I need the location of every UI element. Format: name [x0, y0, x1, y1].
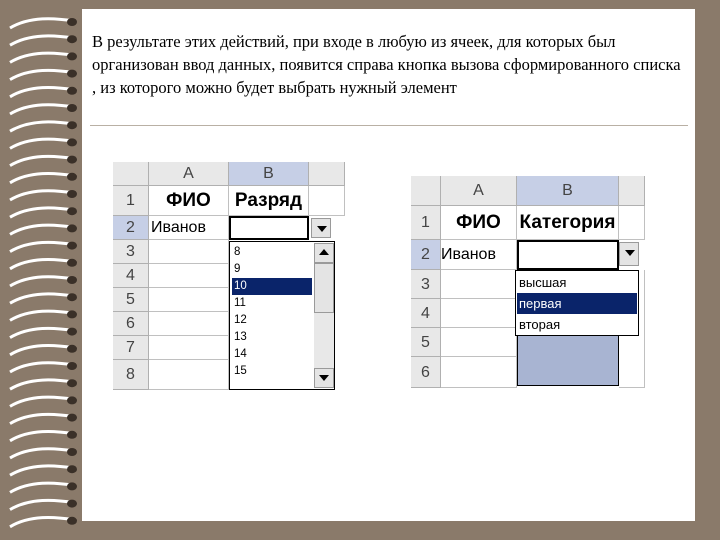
spiral-ring	[10, 328, 74, 337]
divider-line	[90, 125, 688, 126]
row-header-1[interactable]: 1	[113, 186, 149, 216]
corner-header[interactable]	[411, 176, 441, 206]
spiral-hole	[67, 482, 77, 490]
spiral-ring	[10, 70, 74, 79]
column-header-c[interactable]	[619, 176, 645, 206]
cell-a4[interactable]	[149, 264, 229, 288]
spreadsheet-example-1	[113, 162, 345, 394]
scroll-down-icon[interactable]	[314, 368, 334, 388]
list-item[interactable]: 11	[234, 297, 246, 309]
spreadsheet-example-2	[411, 176, 645, 388]
spiral-hole	[67, 396, 77, 404]
row-header-3[interactable]: 3	[411, 270, 441, 299]
spiral-hole	[67, 379, 77, 387]
spiral-hole	[67, 500, 77, 508]
column-header-b[interactable]: B	[229, 162, 309, 186]
spiral-hole	[67, 52, 77, 60]
spiral-ring	[10, 156, 74, 165]
spiral-hole	[67, 362, 77, 370]
row-header-2[interactable]: 2	[411, 240, 441, 270]
list-item[interactable]: высшая	[519, 275, 567, 290]
spiral-hole	[67, 173, 77, 181]
cell-b2-active[interactable]	[229, 216, 309, 240]
row-header-4[interactable]: 4	[411, 299, 441, 328]
spiral-hole	[67, 465, 77, 473]
spiral-hole	[67, 104, 77, 112]
spiral-ring	[10, 174, 74, 183]
spiral-ring	[10, 53, 74, 62]
cell-a3[interactable]	[441, 270, 517, 299]
spiral-hole	[67, 70, 77, 78]
cell-a5[interactable]	[149, 288, 229, 312]
list-item[interactable]: 12	[234, 314, 247, 326]
spiral-ring	[10, 191, 74, 200]
column-header-c[interactable]	[309, 162, 345, 186]
spiral-ring	[10, 483, 74, 492]
row-header-5[interactable]: 5	[411, 328, 441, 357]
spiral-ring	[10, 139, 74, 148]
spiral-ring	[10, 414, 74, 423]
list-item[interactable]: 13	[234, 331, 247, 343]
row-header-7[interactable]: 7	[113, 336, 149, 360]
cell-c1[interactable]	[309, 186, 345, 216]
cell-b1[interactable]: Категория	[517, 206, 619, 240]
spiral-hole	[67, 87, 77, 95]
spiral-hole	[67, 414, 77, 422]
cell-c1[interactable]	[619, 206, 645, 240]
spiral-ring	[10, 432, 74, 441]
spiral-ring	[10, 225, 74, 234]
spiral-hole	[67, 18, 77, 26]
column-header-a[interactable]: A	[149, 162, 229, 186]
column-header-b[interactable]: B	[517, 176, 619, 206]
row-header-6[interactable]: 6	[113, 312, 149, 336]
scrollbar-thumb[interactable]	[314, 263, 334, 313]
dropdown-arrow-icon[interactable]	[619, 242, 639, 266]
dropdown-list[interactable]	[515, 270, 639, 336]
spiral-ring	[10, 311, 74, 320]
cell-a6[interactable]	[441, 357, 517, 388]
row-header-3[interactable]: 3	[113, 240, 149, 264]
spiral-ring	[10, 105, 74, 114]
cell-a6[interactable]	[149, 312, 229, 336]
spiral-hole	[67, 121, 77, 129]
spiral-hole	[67, 224, 77, 232]
spiral-ring	[10, 449, 74, 458]
scroll-up-icon[interactable]	[314, 243, 334, 263]
cell-b1[interactable]: Разряд	[229, 186, 309, 216]
spiral-ring	[10, 346, 74, 355]
spiral-hole	[67, 138, 77, 146]
cell-a5[interactable]	[441, 328, 517, 357]
list-item[interactable]: вторая	[519, 317, 561, 332]
cell-b2-active[interactable]	[517, 240, 619, 270]
row-header-2[interactable]: 2	[113, 216, 149, 240]
spiral-hole	[67, 293, 77, 301]
column-header-a[interactable]: A	[441, 176, 517, 206]
spiral-hole	[67, 310, 77, 318]
spiral-hole	[67, 345, 77, 353]
spiral-hole	[67, 242, 77, 250]
list-item[interactable]: 15	[234, 365, 247, 377]
spiral-ring	[10, 36, 74, 45]
spiral-ring	[10, 88, 74, 97]
cell-a2[interactable]: Иванов	[441, 240, 517, 270]
spiral-hole	[67, 259, 77, 267]
spiral-ring	[10, 242, 74, 251]
row-header-8[interactable]: 8	[113, 360, 149, 390]
row-header-5[interactable]: 5	[113, 288, 149, 312]
row-header-4[interactable]: 4	[113, 264, 149, 288]
cell-a1[interactable]: ФИО	[149, 186, 229, 216]
spiral-binding-icon	[0, 0, 88, 540]
spiral-ring	[10, 380, 74, 389]
cell-a3[interactable]	[149, 240, 229, 264]
list-item-selected[interactable]: 10	[232, 278, 312, 295]
dropdown-list[interactable]	[229, 241, 335, 390]
spiral-ring	[10, 260, 74, 269]
slide-description: В результате этих действий, при входе в любую из ячеек, для которых был организован ввод данных, появится справа кнопка вызова сформированного списка , из которого можно будет выбрать нужный элемент	[92, 32, 681, 97]
spiral-hole	[67, 328, 77, 336]
cell-a7[interactable]	[149, 336, 229, 360]
spiral-hole	[67, 35, 77, 43]
cell-a1[interactable]: ФИО	[441, 206, 517, 240]
spiral-hole	[67, 190, 77, 198]
spiral-ring	[10, 277, 74, 286]
cell-a2[interactable]: Иванов	[149, 216, 229, 240]
spiral-ring	[10, 500, 74, 509]
dropdown-arrow-icon[interactable]	[311, 218, 331, 238]
list-item-selected[interactable]: первая	[517, 293, 637, 314]
spiral-ring	[10, 397, 74, 406]
spiral-hole	[67, 431, 77, 439]
list-item[interactable]: 9	[234, 263, 241, 275]
corner-header[interactable]	[113, 162, 149, 186]
spiral-ring	[10, 19, 74, 28]
spiral-hole	[67, 207, 77, 215]
scrollbar[interactable]	[314, 243, 334, 388]
spiral-ring	[10, 122, 74, 131]
spiral-hole	[67, 156, 77, 164]
cell-a4[interactable]	[441, 299, 517, 328]
list-item[interactable]: 8	[234, 246, 241, 258]
spiral-ring	[10, 294, 74, 303]
list-item[interactable]: 14	[234, 348, 247, 360]
spiral-hole	[67, 276, 77, 284]
spiral-hole	[67, 517, 77, 525]
row-header-6[interactable]: 6	[411, 357, 441, 388]
spiral-ring	[10, 518, 74, 527]
spiral-ring	[10, 466, 74, 475]
spiral-hole	[67, 448, 77, 456]
row-header-1[interactable]: 1	[411, 206, 441, 240]
spiral-ring	[10, 208, 74, 217]
cell-a8[interactable]	[149, 360, 229, 390]
spiral-ring	[10, 363, 74, 372]
